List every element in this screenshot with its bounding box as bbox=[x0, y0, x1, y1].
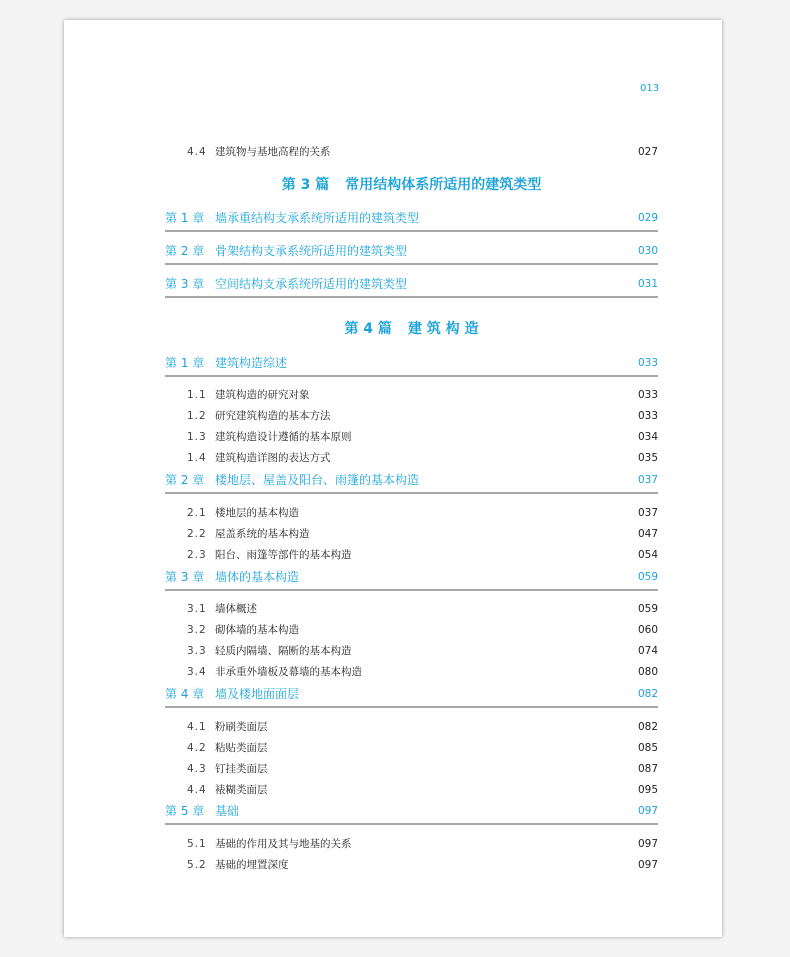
entry-title: 空间结构支承系统所适用的建筑类型 bbox=[215, 277, 408, 291]
entry-page: 095 bbox=[637, 784, 658, 796]
entry-page: 047 bbox=[637, 528, 658, 540]
entry-page: 031 bbox=[637, 278, 658, 290]
entry-page: 097 bbox=[637, 805, 658, 817]
entry-number: 第 4 章 bbox=[165, 687, 205, 701]
entry-page: 029 bbox=[637, 212, 658, 224]
entry-page: 027 bbox=[637, 146, 658, 158]
entry-number: 1.2 bbox=[187, 410, 207, 422]
section-entry[interactable] bbox=[165, 144, 658, 160]
entry-title: 钉挂类面层 bbox=[215, 763, 268, 775]
entry-title: 墙及楼地面面层 bbox=[215, 687, 300, 701]
section-entry[interactable] bbox=[165, 643, 658, 659]
entry-page: 034 bbox=[637, 431, 658, 443]
part-heading[interactable] bbox=[165, 176, 658, 194]
entry-title: 建筑构造的研究对象 bbox=[215, 389, 310, 401]
part-title: 建 筑 构 造 bbox=[407, 321, 479, 337]
entry-page: 097 bbox=[637, 838, 658, 850]
section-entry[interactable] bbox=[165, 505, 658, 521]
entry-number: 1.3 bbox=[187, 431, 207, 443]
entry-page: 087 bbox=[637, 763, 658, 775]
chapter-entry[interactable] bbox=[165, 803, 658, 819]
part-label: 第 3 篇 bbox=[281, 177, 330, 193]
section-entry[interactable] bbox=[165, 408, 658, 424]
entry-title: 砌体墙的基本构造 bbox=[215, 624, 299, 636]
section-entry[interactable] bbox=[165, 450, 658, 466]
entry-number: 5.2 bbox=[187, 859, 207, 871]
entry-number: 第 1 章 bbox=[165, 356, 205, 370]
entry-number: 3.1 bbox=[187, 603, 207, 615]
entry-number: 第 1 章 bbox=[165, 211, 205, 225]
entry-number: 3.4 bbox=[187, 666, 207, 678]
entry-page: 082 bbox=[637, 688, 658, 700]
entry-page: 037 bbox=[637, 507, 658, 519]
section-entry[interactable] bbox=[165, 857, 658, 873]
entry-title: 轻质内隔墙、隔断的基本构造 bbox=[215, 645, 352, 657]
entry-number: 2.3 bbox=[187, 549, 207, 561]
chapter-entry[interactable] bbox=[165, 686, 658, 702]
part-title: 常用结构体系所适用的建筑类型 bbox=[345, 177, 542, 193]
entry-number: 3.3 bbox=[187, 645, 207, 657]
entry-title: 裱糊类面层 bbox=[215, 784, 268, 796]
section-entry[interactable] bbox=[165, 547, 658, 563]
entry-page: 085 bbox=[637, 742, 658, 754]
section-entry[interactable] bbox=[165, 836, 658, 852]
section-entry[interactable] bbox=[165, 782, 658, 798]
section-entry[interactable] bbox=[165, 664, 658, 680]
entry-number: 第 2 章 bbox=[165, 244, 205, 258]
chapter-entry[interactable] bbox=[165, 472, 658, 488]
entry-page: 035 bbox=[637, 452, 658, 464]
entry-number: 4.4 bbox=[187, 784, 207, 796]
entry-title: 屋盖系统的基本构造 bbox=[215, 528, 310, 540]
entry-page: 082 bbox=[637, 721, 658, 733]
section-entry[interactable] bbox=[165, 719, 658, 735]
section-entry[interactable] bbox=[165, 622, 658, 638]
entry-number: 第 3 章 bbox=[165, 570, 205, 584]
entry-title: 骨架结构支承系统所适用的建筑类型 bbox=[215, 244, 408, 258]
entry-number: 1.4 bbox=[187, 452, 207, 464]
entry-page: 059 bbox=[637, 571, 658, 583]
entry-number: 4.1 bbox=[187, 721, 207, 733]
entry-title: 楼地层、屋盖及阳台、雨篷的基本构造 bbox=[215, 473, 420, 487]
chapter-entry[interactable] bbox=[165, 569, 658, 585]
chapter-entry[interactable] bbox=[165, 355, 658, 371]
entry-number: 4.3 bbox=[187, 763, 207, 775]
chapter-entry[interactable] bbox=[165, 276, 658, 292]
entry-number: 2.2 bbox=[187, 528, 207, 540]
entry-number: 4.4 bbox=[187, 146, 207, 158]
entry-page: 037 bbox=[637, 474, 658, 486]
entry-page: 060 bbox=[637, 624, 658, 636]
entry-title: 建筑构造详图的表达方式 bbox=[215, 452, 331, 464]
entry-title: 非承重外墙板及幕墙的基本构造 bbox=[215, 666, 362, 678]
entry-title: 墙体概述 bbox=[215, 603, 257, 615]
entry-number: 5.1 bbox=[187, 838, 207, 850]
entry-page: 074 bbox=[637, 645, 658, 657]
entry-title: 墙体的基本构造 bbox=[215, 570, 300, 584]
section-entry[interactable] bbox=[165, 761, 658, 777]
section-entry[interactable] bbox=[165, 387, 658, 403]
entry-title: 建筑构造综述 bbox=[215, 356, 288, 370]
entry-title: 粉刷类面层 bbox=[215, 721, 268, 733]
section-entry[interactable] bbox=[165, 526, 658, 542]
section-entry[interactable] bbox=[165, 740, 658, 756]
entry-page: 033 bbox=[637, 410, 658, 422]
entry-number: 第 5 章 bbox=[165, 804, 205, 818]
part-heading[interactable] bbox=[165, 320, 658, 338]
entry-number: 2.1 bbox=[187, 507, 207, 519]
entry-page: 054 bbox=[637, 549, 658, 561]
entry-title: 粘贴类面层 bbox=[215, 742, 268, 754]
chapter-entry[interactable] bbox=[165, 243, 658, 259]
entry-number: 3.2 bbox=[187, 624, 207, 636]
entry-title: 基础的作用及其与地基的关系 bbox=[215, 838, 352, 850]
entry-title: 建筑构造设计遵循的基本原则 bbox=[215, 431, 352, 443]
entry-page: 097 bbox=[637, 859, 658, 871]
entry-page: 080 bbox=[637, 666, 658, 678]
entry-title: 阳台、雨篷等部件的基本构造 bbox=[215, 549, 352, 561]
entry-title: 基础 bbox=[215, 804, 240, 818]
section-entry[interactable] bbox=[165, 429, 658, 445]
entry-number: 1.1 bbox=[187, 389, 207, 401]
entry-page: 059 bbox=[637, 603, 658, 615]
entry-page: 033 bbox=[637, 357, 658, 369]
entry-page: 030 bbox=[637, 245, 658, 257]
entry-number: 第 3 章 bbox=[165, 277, 205, 291]
section-entry[interactable] bbox=[165, 601, 658, 617]
entry-title: 建筑物与基地高程的关系 bbox=[215, 146, 331, 158]
entry-title: 研究建筑构造的基本方法 bbox=[215, 410, 331, 422]
page-number: 013 bbox=[640, 83, 660, 94]
entry-number: 第 2 章 bbox=[165, 473, 205, 487]
entry-page: 033 bbox=[637, 389, 658, 401]
entry-title: 楼地层的基本构造 bbox=[215, 507, 299, 519]
entry-title: 墙承重结构支承系统所适用的建筑类型 bbox=[215, 211, 420, 225]
part-label: 第 4 篇 bbox=[344, 321, 392, 337]
entry-title: 基础的埋置深度 bbox=[215, 859, 289, 871]
chapter-entry[interactable] bbox=[165, 210, 658, 226]
entry-number: 4.2 bbox=[187, 742, 207, 754]
